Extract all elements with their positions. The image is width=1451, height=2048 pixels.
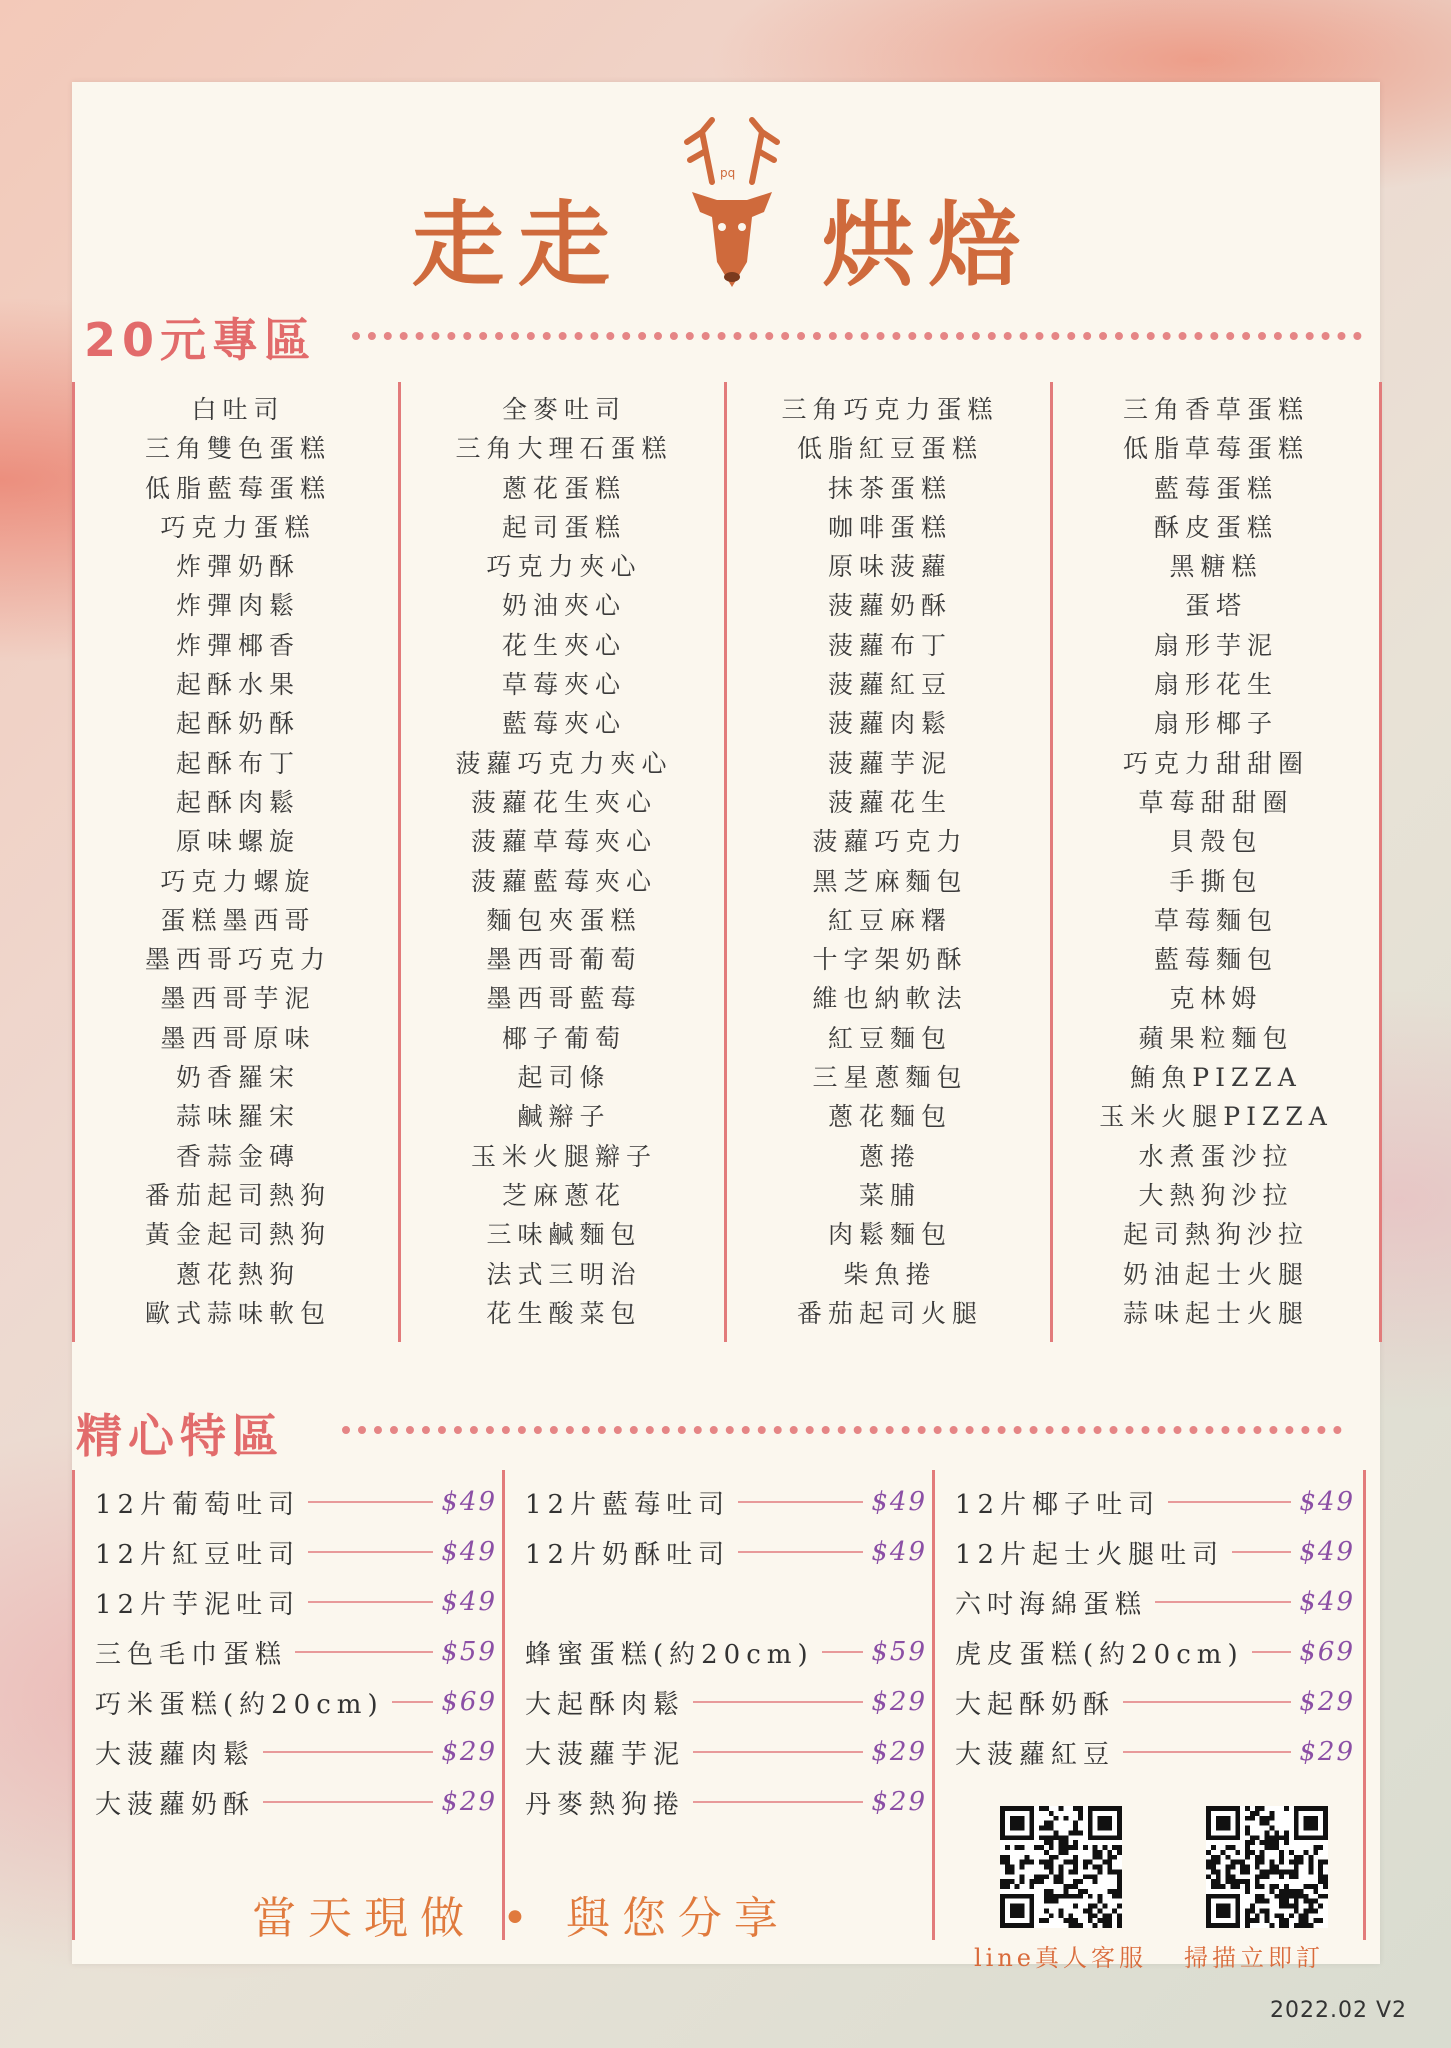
price-leader-line xyxy=(1252,1651,1292,1653)
special-item-price: $49 xyxy=(871,1537,927,1567)
menu-item: 肉鬆麵包 xyxy=(827,1220,952,1250)
menu-item: 巧克力螺旋 xyxy=(160,866,316,896)
menu-item: 炸彈椰香 xyxy=(175,630,300,660)
special-item-name: 12片藍莓吐司 xyxy=(525,1489,731,1520)
special-item-name: 三色毛巾蛋糕 xyxy=(95,1639,288,1670)
special-item xyxy=(95,1782,497,1822)
price-leader-line xyxy=(738,1501,863,1503)
menu-item: 維也納軟法 xyxy=(812,984,968,1014)
qr-code-order-icon[interactable] xyxy=(1206,1806,1328,1928)
special-item-price: $59 xyxy=(871,1637,927,1667)
version-label: 2022.02 V2 xyxy=(1270,1998,1408,2023)
special-item-price: $69 xyxy=(441,1687,497,1717)
qr2-label: 掃描立即訂 xyxy=(1184,1944,1324,1972)
special-item-name: 虎皮蛋糕(約20cm) xyxy=(955,1639,1244,1670)
menu-item: 花生酸菜包 xyxy=(486,1298,642,1328)
price-leader-line xyxy=(263,1751,433,1753)
menu-item: 玉米火腿辮子 xyxy=(470,1141,657,1171)
special-item-price: $49 xyxy=(441,1537,497,1567)
menu-item: 蒜味起士火腿 xyxy=(1122,1298,1309,1328)
zone20-column-4 xyxy=(1050,382,1382,1342)
menu-item: 全麥吐司 xyxy=(501,395,626,424)
menu-item: 抹茶蛋糕 xyxy=(827,473,952,503)
special-item-price: $69 xyxy=(1299,1637,1355,1667)
menu-item: 手撕包 xyxy=(1169,866,1263,896)
menu-item: 起司條 xyxy=(517,1063,611,1093)
special-column-1 xyxy=(72,1470,505,1940)
special-item-price: $49 xyxy=(1299,1587,1355,1617)
menu-item: 麵包夾蛋糕 xyxy=(486,905,642,935)
special-item-price: $29 xyxy=(871,1737,927,1767)
special-title: 精心特區 xyxy=(76,1409,284,1463)
menu-item: 草莓甜甜圈 xyxy=(1138,787,1294,817)
special-item-price: $49 xyxy=(1299,1487,1355,1517)
price-leader-line xyxy=(392,1701,434,1703)
special-item-name: 大起酥肉鬆 xyxy=(525,1689,686,1720)
price-leader-line xyxy=(295,1651,433,1653)
special-item xyxy=(955,1682,1355,1722)
menu-item: 水煮蛋沙拉 xyxy=(1138,1141,1294,1171)
menu-item: 十字架奶酥 xyxy=(812,945,968,975)
menu-item: 大熱狗沙拉 xyxy=(1138,1180,1294,1210)
menu-item: 番茄起司火腿 xyxy=(796,1298,983,1328)
menu-item: 蔥花熱狗 xyxy=(175,1259,300,1289)
menu-item: 低脂紅豆蛋糕 xyxy=(796,434,983,464)
special-item xyxy=(525,1582,927,1622)
menu-item: 菠蘿肉鬆 xyxy=(827,709,952,739)
special-item xyxy=(525,1682,927,1722)
menu-item: 奶香羅宋 xyxy=(175,1063,300,1093)
menu-item: 鹹辮子 xyxy=(517,1102,611,1132)
qr1-label: line真人客服 xyxy=(974,1944,1148,1972)
menu-item: 草莓麵包 xyxy=(1153,905,1278,935)
brand-title-right: 烘焙 xyxy=(822,191,1035,299)
special-item-name: 大菠蘿芋泥 xyxy=(525,1739,686,1770)
menu-item: 蘋果粒麵包 xyxy=(1138,1023,1294,1053)
menu-item: 菠蘿芋泥 xyxy=(827,748,952,778)
zone20-divider xyxy=(352,332,1362,340)
menu-item: 起酥奶酥 xyxy=(175,709,300,739)
price-leader-line xyxy=(1232,1551,1291,1553)
special-item xyxy=(525,1782,927,1822)
special-item-price: $49 xyxy=(1299,1537,1355,1567)
special-item-price: $49 xyxy=(441,1487,497,1517)
menu-item: 三角香草蛋糕 xyxy=(1122,395,1309,424)
menu-item: 蒜味羅宋 xyxy=(175,1102,300,1132)
special-item-price: $29 xyxy=(1299,1687,1355,1717)
menu-item: 巧克力蛋糕 xyxy=(160,512,316,542)
menu-item: 蛋塔 xyxy=(1184,591,1247,621)
special-item-price: $29 xyxy=(871,1787,927,1817)
price-leader-line xyxy=(308,1601,433,1603)
special-item-name: 大起酥奶酥 xyxy=(955,1689,1116,1720)
special-item-name: 12片起士火腿吐司 xyxy=(955,1539,1225,1570)
price-leader-line xyxy=(263,1801,433,1803)
price-leader-line xyxy=(1155,1601,1291,1603)
menu-item: 香蒜金磚 xyxy=(175,1141,300,1171)
menu-item: 墨西哥原味 xyxy=(160,1023,316,1053)
menu-item: 草莓夾心 xyxy=(501,670,626,700)
special-item xyxy=(95,1532,497,1572)
menu-item: 菜脯 xyxy=(858,1180,921,1210)
menu-item: 起酥布丁 xyxy=(175,748,300,778)
menu-item: 藍莓夾心 xyxy=(501,709,626,739)
menu-item: 起司蛋糕 xyxy=(501,512,626,542)
menu-item: 墨西哥芋泥 xyxy=(160,984,316,1014)
special-item-price: $49 xyxy=(441,1587,497,1617)
zone20-column-3 xyxy=(724,382,1053,1342)
menu-item: 炸彈肉鬆 xyxy=(175,591,300,621)
menu-item: 低脂藍莓蛋糕 xyxy=(144,473,331,503)
special-item xyxy=(955,1482,1355,1522)
menu-item: 菠蘿花生夾心 xyxy=(470,787,657,817)
menu-item: 紅豆麵包 xyxy=(827,1023,952,1053)
special-item-name: 丹麥熱狗捲 xyxy=(525,1789,686,1820)
special-item-name: 蜂蜜蛋糕(約20cm) xyxy=(525,1639,814,1670)
menu-item: 三味鹹麵包 xyxy=(486,1220,642,1250)
price-leader-line xyxy=(822,1651,864,1653)
special-item-name: 12片紅豆吐司 xyxy=(95,1539,301,1570)
special-item-name: 12片芋泥吐司 xyxy=(95,1589,301,1620)
special-item-name: 六吋海綿蛋糕 xyxy=(955,1589,1148,1620)
menu-item: 紅豆麻糬 xyxy=(827,905,952,935)
special-item xyxy=(955,1582,1355,1622)
menu-item: 柴魚捲 xyxy=(843,1259,937,1289)
special-item xyxy=(525,1632,927,1672)
menu-item: 藍莓麵包 xyxy=(1153,945,1278,975)
menu-item: 花生夾心 xyxy=(501,630,626,660)
price-leader-line xyxy=(693,1751,863,1753)
svg-text:pq: pq xyxy=(720,166,736,180)
special-item-name: 大菠蘿肉鬆 xyxy=(95,1739,256,1770)
menu-item: 黑芝麻麵包 xyxy=(812,866,968,896)
menu-item: 黃金起司熱狗 xyxy=(144,1220,331,1250)
menu-item: 奶油起士火腿 xyxy=(1122,1259,1309,1289)
price-leader-line xyxy=(693,1801,863,1803)
special-item-price: $29 xyxy=(441,1737,497,1767)
menu-item: 菠蘿藍莓夾心 xyxy=(470,866,657,896)
menu-item: 酥皮蛋糕 xyxy=(1153,512,1278,542)
special-item-price: $49 xyxy=(871,1487,927,1517)
price-leader-line xyxy=(1123,1701,1291,1703)
menu-item: 炸彈奶酥 xyxy=(175,552,300,582)
special-item-name: 大菠蘿奶酥 xyxy=(95,1789,256,1820)
special-item-name: 巧米蛋糕(約20cm) xyxy=(95,1689,384,1720)
menu-item: 起酥肉鬆 xyxy=(175,787,300,817)
menu-item: 藍莓蛋糕 xyxy=(1153,473,1278,503)
menu-item: 咖啡蛋糕 xyxy=(827,512,952,542)
menu-item: 巧克力夾心 xyxy=(486,552,642,582)
special-item-price: $59 xyxy=(441,1637,497,1667)
special-item-name: 大菠蘿紅豆 xyxy=(955,1739,1116,1770)
slogan: 當天現做 • 與您分享 xyxy=(252,1893,790,1944)
menu-item: 菠蘿奶酥 xyxy=(827,591,952,621)
special-item xyxy=(525,1532,927,1572)
brand-title-left: 走走 xyxy=(412,191,625,299)
zone20-column-2 xyxy=(398,382,727,1342)
menu-item: 墨西哥葡萄 xyxy=(486,945,642,975)
menu-item: 蔥花蛋糕 xyxy=(501,473,626,503)
menu-item: 起司熱狗沙拉 xyxy=(1122,1220,1309,1250)
menu-item: 扇形花生 xyxy=(1153,670,1278,700)
zone20-title: 20元專區 xyxy=(84,313,317,367)
menu-item: 歐式蒜味軟包 xyxy=(144,1298,331,1328)
menu-item: 蔥花麵包 xyxy=(827,1102,952,1132)
special-item xyxy=(95,1632,497,1672)
menu-item: 菠蘿巧克力夾心 xyxy=(455,748,673,778)
price-leader-line xyxy=(738,1551,863,1553)
special-item-price: $29 xyxy=(871,1687,927,1717)
special-divider xyxy=(342,1426,1342,1434)
special-item xyxy=(95,1582,497,1622)
special-item-price: $29 xyxy=(441,1787,497,1817)
menu-item: 法式三明治 xyxy=(486,1259,642,1289)
menu-item: 番茄起司熱狗 xyxy=(144,1180,331,1210)
special-column-2 xyxy=(502,1470,935,1940)
special-item-name: 12片椰子吐司 xyxy=(955,1489,1161,1520)
menu-item: 菠蘿花生 xyxy=(827,787,952,817)
menu-item: 蛋糕墨西哥 xyxy=(160,905,316,935)
menu-item: 三角大理石蛋糕 xyxy=(455,434,673,464)
menu-item: 三角巧克力蛋糕 xyxy=(781,395,999,424)
menu-item: 原味螺旋 xyxy=(175,827,300,857)
menu-item: 三星蔥麵包 xyxy=(812,1063,968,1093)
special-item xyxy=(955,1532,1355,1572)
menu-item: 扇形芋泥 xyxy=(1153,630,1278,660)
menu-item: 巧克力甜甜圈 xyxy=(1122,748,1309,778)
menu-item: 蔥捲 xyxy=(858,1141,921,1171)
menu-item: 三角雙色蛋糕 xyxy=(144,434,331,464)
menu-item: 克林姆 xyxy=(1169,984,1263,1014)
menu-paper xyxy=(72,82,1380,1972)
special-item xyxy=(95,1732,497,1772)
qr-code-line-icon[interactable] xyxy=(1000,1806,1122,1928)
price-leader-line xyxy=(1123,1751,1291,1753)
special-item xyxy=(525,1732,927,1772)
menu-item: 奶油夾心 xyxy=(501,591,626,621)
price-leader-line xyxy=(1168,1501,1291,1503)
price-leader-line xyxy=(693,1701,863,1703)
menu-item: 起酥水果 xyxy=(175,670,300,700)
menu-item: 芝麻蔥花 xyxy=(501,1180,626,1210)
special-item xyxy=(955,1732,1355,1772)
menu-item: 貝殼包 xyxy=(1169,827,1263,857)
special-item xyxy=(95,1482,497,1522)
deer-logo-icon xyxy=(672,112,792,302)
special-item xyxy=(95,1682,497,1722)
zone20-column-1 xyxy=(72,382,401,1342)
menu-item: 玉米火腿PIZZA xyxy=(1099,1102,1333,1132)
special-item-price: $29 xyxy=(1299,1737,1355,1767)
menu-item: 墨西哥藍莓 xyxy=(486,984,642,1014)
menu-item: 菠蘿布丁 xyxy=(827,630,952,660)
special-item-name: 12片葡萄吐司 xyxy=(95,1489,301,1520)
menu-item: 鮪魚PIZZA xyxy=(1130,1063,1302,1093)
menu-item: 菠蘿草莓夾心 xyxy=(470,827,657,857)
menu-item: 黑糖糕 xyxy=(1169,552,1263,582)
menu-item: 椰子葡萄 xyxy=(501,1023,626,1053)
menu-item: 白吐司 xyxy=(191,395,285,424)
price-leader-line xyxy=(308,1501,433,1503)
menu-item: 菠蘿巧克力 xyxy=(812,827,968,857)
special-item xyxy=(525,1482,927,1522)
price-leader-line xyxy=(308,1551,433,1553)
special-item xyxy=(955,1632,1355,1672)
menu-item: 菠蘿紅豆 xyxy=(827,670,952,700)
menu-item: 墨西哥巧克力 xyxy=(144,945,331,975)
menu-item: 扇形椰子 xyxy=(1153,709,1278,739)
menu-item: 原味菠蘿 xyxy=(827,552,952,582)
special-item-name: 12片奶酥吐司 xyxy=(525,1539,731,1570)
menu-item: 低脂草莓蛋糕 xyxy=(1122,434,1309,464)
